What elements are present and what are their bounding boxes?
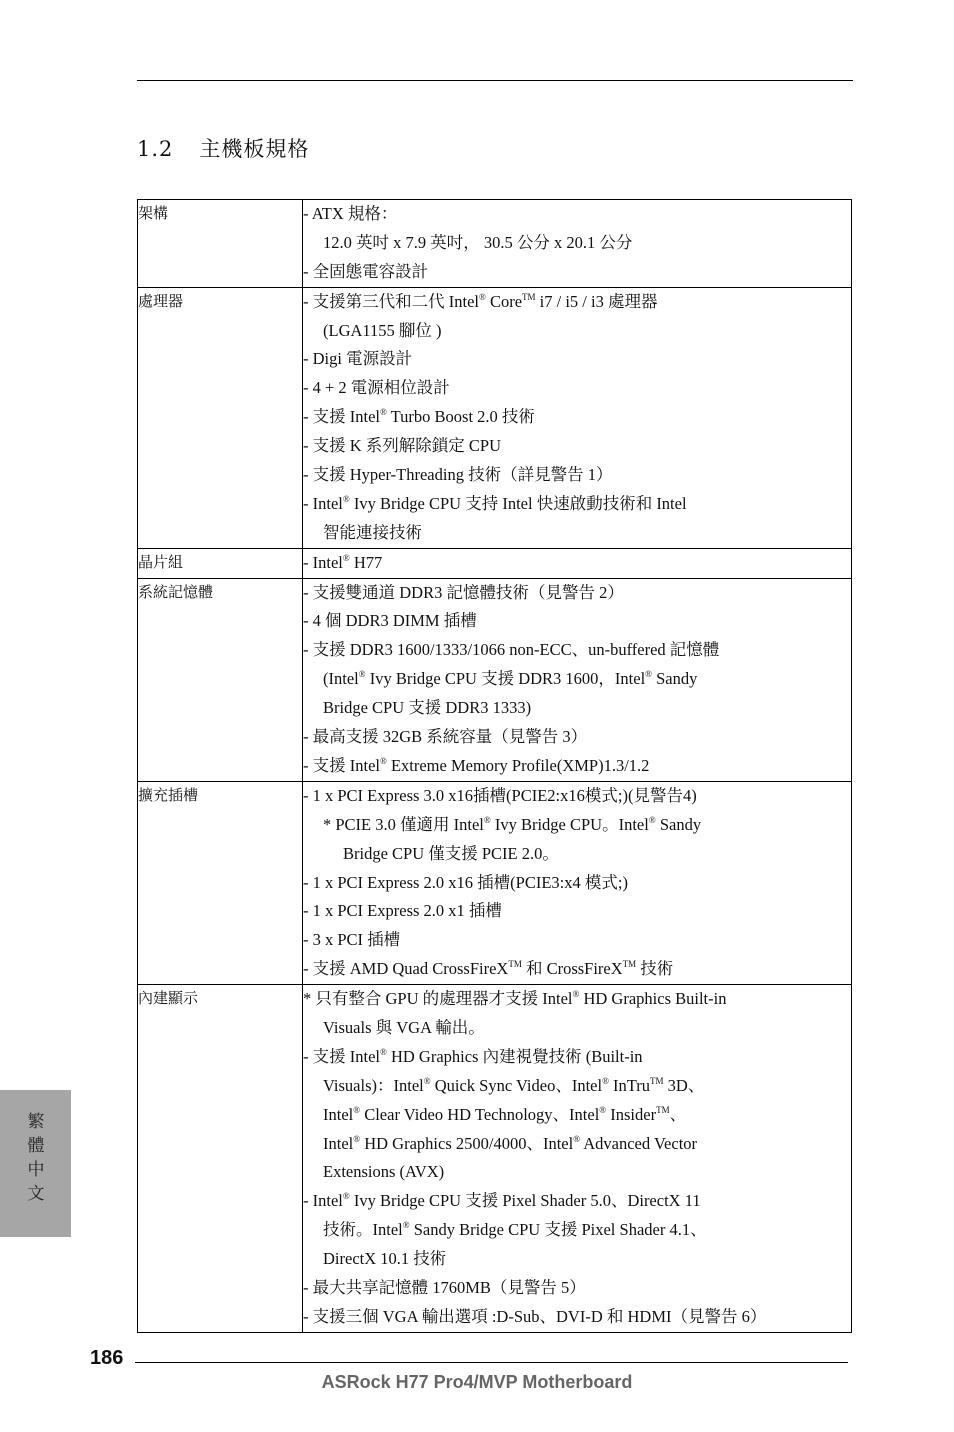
spec-category: 晶片組: [138, 548, 303, 578]
spec-line: - 支援 Hyper-Threading 技術（詳見警告 1）: [303, 465, 613, 485]
spec-line: 智能連接技術: [323, 522, 422, 542]
spec-line: - 支援三個 VGA 輸出選項 :D-Sub、DVI-D 和 HDMI（見警告 6）: [303, 1306, 767, 1326]
spec-line: - 支援 Intel® Extreme Memory Profile(XMP)1.3/1.2: [303, 755, 650, 775]
spec-line: - 支援 K 系列解除鎖定 CPU: [303, 436, 502, 456]
spec-details: [303, 287, 852, 548]
spec-line: (Intel® Ivy Bridge CPU 支援 DDR3 1600，Intel® Sandy: [323, 669, 698, 689]
spec-line: * 只有整合 GPU 的處理器才支援 Intel® HD Graphics Built-in: [303, 989, 727, 1009]
spec-details: [303, 200, 852, 288]
spec-line: Intel® Clear Video HD Technology、Intel® Insider™、: [323, 1104, 687, 1124]
spec-line: - 支援雙通道 DDR3 記憶體技術（見警告 2）: [303, 582, 624, 602]
spec-category: 系統記憶體: [138, 578, 303, 781]
top-rule: [137, 80, 853, 81]
spec-table-body: [138, 200, 852, 1333]
spec-line: - Intel® Ivy Bridge CPU 支援 Pixel Shader 5.0、DirectX 11: [303, 1191, 701, 1211]
spec-line: 技術。Intel® Sandy Bridge CPU 支援 Pixel Shader 4.1、: [323, 1220, 707, 1240]
spec-line: - 4 + 2 電源相位設計: [303, 378, 450, 398]
spec-line: - 4 個 DDR3 DIMM 插槽: [303, 611, 477, 631]
spec-line: DirectX 10.1 技術: [323, 1249, 447, 1269]
spec-line: - 支援第三代和二代 Intel® Core™ i7 / i5 / i3 處理器: [303, 291, 658, 311]
spec-line: Bridge CPU 僅支援 PCIE 2.0。: [343, 843, 559, 863]
spec-category: 內建顯示: [138, 985, 303, 1333]
spec-line: - Intel® Ivy Bridge CPU 支持 Intel 快速啟動技術和 Intel: [303, 493, 687, 513]
language-label: 繁 體 中 文: [27, 1112, 45, 1204]
spec-row: [138, 578, 852, 781]
spec-details: [303, 781, 852, 984]
spec-line: * PCIE 3.0 僅適用 Intel® Ivy Bridge CPU。Intel® Sandy: [323, 814, 702, 834]
spec-line: - 支援 AMD Quad CrossFireX™ 和 CrossFireX™ 技術: [303, 959, 674, 979]
spec-line: - 支援 DDR3 1600/1333/1066 non-ECC、un-buffered 記憶體: [303, 640, 720, 660]
spec-line: Intel® HD Graphics 2500/4000、Intel® Advanced Vector: [323, 1133, 698, 1153]
spec-category: 架構: [138, 200, 303, 288]
spec-table: [137, 199, 852, 1333]
spec-line: - 支援 Intel® Turbo Boost 2.0 技術: [303, 407, 535, 427]
spec-line: 12.0 英吋 x 7.9 英吋， 30.5 公分 x 20.1 公分: [323, 232, 633, 252]
spec-line: Visuals)：Intel® Quick Sync Video、Intel® InTru™ 3D、: [323, 1075, 705, 1095]
spec-line: - 1 x PCI Express 3.0 x16插槽(PCIE2:x16模式;)(見警告4): [303, 785, 697, 805]
spec-line: (LGA1155 腳位 ): [323, 320, 442, 340]
spec-line: - 1 x PCI Express 2.0 x16 插槽(PCIE3:x4 模式;): [303, 872, 628, 892]
spec-row: [138, 548, 852, 578]
spec-details: [303, 578, 852, 781]
spec-details: [303, 548, 852, 578]
footer-title: ASRock H77 Pro4/MVP Motherboard: [321, 1372, 633, 1392]
spec-row: [138, 781, 852, 984]
spec-row: [138, 287, 852, 548]
spec-line: - 最大共享記憶體 1760MB（見警告 5）: [303, 1277, 586, 1297]
spec-row: [138, 200, 852, 288]
spec-line: - 1 x PCI Express 2.0 x1 插槽: [303, 901, 502, 921]
spec-line: Extensions (AVX): [323, 1162, 445, 1182]
spec-line: - 支援 Intel® HD Graphics 內建視覺技術 (Built-in: [303, 1046, 643, 1066]
spec-category: 處理器: [138, 287, 303, 548]
section-heading: [137, 133, 309, 163]
spec-line: - Intel® H77: [303, 552, 383, 572]
language-side-tab: [0, 1090, 71, 1237]
spec-details: [303, 985, 852, 1333]
spec-category: 擴充插槽: [138, 781, 303, 984]
spec-line: - Digi 電源設計: [303, 349, 413, 369]
spec-line: - 3 x PCI 插槽: [303, 930, 401, 950]
section-title: 主機板規格: [199, 137, 310, 161]
page-number: 186: [90, 1347, 124, 1369]
spec-line: - ATX 規格：: [303, 204, 398, 223]
spec-line: Visuals 與 VGA 輸出。: [323, 1017, 485, 1037]
spec-line: - 全固態電容設計: [303, 261, 429, 281]
bottom-rule: [135, 1362, 848, 1363]
spec-line: - 最高支援 32GB 系統容量（見警告 3）: [303, 727, 588, 747]
spec-row: [138, 985, 852, 1333]
section-number: 1.2: [137, 137, 174, 161]
spec-line: Bridge CPU 支援 DDR3 1333): [323, 698, 532, 718]
